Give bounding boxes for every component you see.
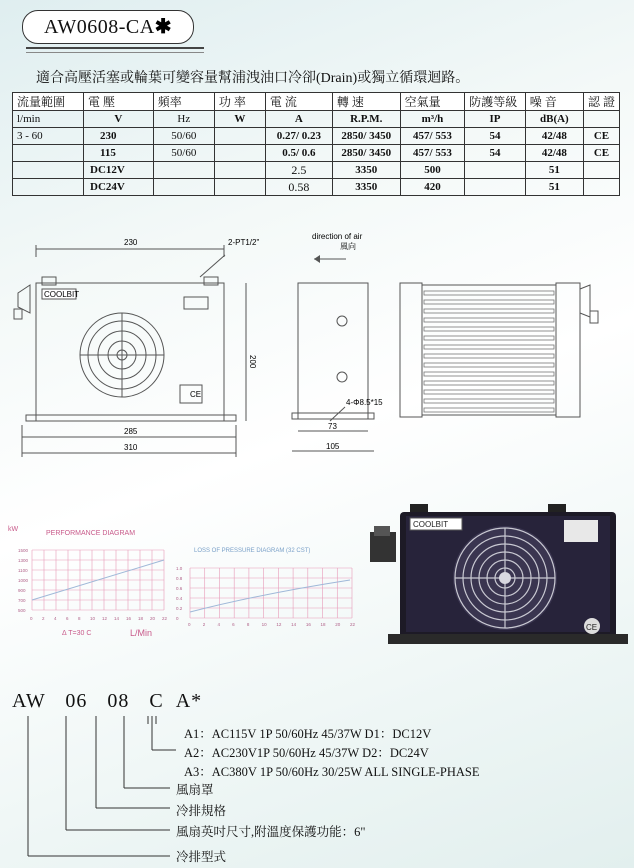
cell: 2850/ 3450 [332, 145, 400, 162]
cell: 457/ 553 [400, 145, 465, 162]
asterisk-icon: ✱ [154, 16, 172, 38]
fin-line [424, 381, 554, 385]
drawing-logo: COOLBIT [44, 290, 80, 299]
title-rule-thin [26, 52, 204, 53]
port-label: 2-PT1/2" [228, 238, 260, 247]
tick-label: 4 [54, 616, 57, 621]
table-row [13, 145, 620, 162]
description: 適合高壓活塞或輪葉可變容量幫浦洩油口冷卻(Drain)或獨立循環迴路。 [36, 71, 470, 86]
code-part: C [149, 690, 164, 712]
fin-lines [424, 291, 554, 412]
th-power: 功 率 [214, 93, 265, 111]
legend-fan-size: 風扇英吋尺寸,附溫度保護功能：6" [176, 825, 366, 839]
cell: 2.5 [265, 162, 332, 179]
tick-label: 0 [176, 616, 179, 621]
cell [214, 179, 265, 196]
tick-label: 16 [305, 622, 311, 627]
tick-label: 2 [42, 616, 45, 621]
pressure-curve [190, 580, 350, 612]
tick-label: 1300 [18, 558, 29, 563]
unit-cell: m³/h [400, 111, 465, 128]
tick-label: 0.6 [176, 586, 183, 591]
cell [214, 128, 265, 145]
table-row [13, 128, 620, 145]
cell [214, 162, 265, 179]
tick-label: 1000 [18, 578, 29, 583]
cell: 3 - 60 [13, 128, 84, 145]
tick-label: 16 [126, 616, 132, 621]
tick-label: 0 [188, 622, 191, 627]
th-freq: 頻率 [153, 93, 214, 111]
cell [153, 179, 214, 196]
air-direction-zh: 風向 [340, 242, 356, 251]
tick-label: 0.2 [176, 606, 183, 611]
fin-line [424, 390, 554, 394]
unit-cell: l/min [13, 111, 84, 128]
dim-230: 230 [124, 238, 138, 247]
fin-line [424, 300, 554, 304]
unit-cell: W [214, 111, 265, 128]
th-noise: 噪 音 [525, 93, 583, 111]
cell [465, 162, 526, 179]
tick-label: 6 [232, 622, 235, 627]
th-current: 電 流 [265, 93, 332, 111]
air-direction-label: direction of air [312, 232, 363, 241]
tick-label: 0.8 [176, 576, 183, 581]
th-cert: 認 證 [583, 93, 619, 111]
cell: DC12V [84, 162, 154, 179]
cell: 3350 [332, 179, 400, 196]
model-code [12, 690, 202, 713]
unit-cell: IP [465, 111, 526, 128]
tick-label: 900 [18, 588, 26, 593]
cell: CE [583, 145, 619, 162]
tick-label: 700 [18, 598, 26, 603]
warning-label-icon [564, 520, 598, 542]
dim-105: 105 [326, 442, 340, 451]
cell [583, 162, 619, 179]
cell [13, 145, 84, 162]
spec-table [12, 92, 620, 196]
th-rpm: 轉 速 [332, 93, 400, 111]
table-row [13, 179, 620, 196]
pressure-y-ticks [176, 566, 183, 621]
cell: DC24V [84, 179, 154, 196]
ce-mark-icon: CE [190, 390, 202, 399]
legend-cooler-type: 冷排型式 [176, 850, 227, 864]
code-part: 06 [65, 690, 88, 712]
legend-a1: A1：AC115V 1P 50/60Hz 45/37W D1：DC12V [184, 727, 432, 741]
performance-x-ticks [30, 616, 168, 621]
tick-label: 22 [350, 622, 356, 627]
cell [214, 145, 265, 162]
tick-label: 10 [261, 622, 267, 627]
tick-label: 1.0 [176, 566, 183, 571]
model-title-box [22, 10, 194, 44]
cell: 50/60 [153, 145, 214, 162]
product-photo [370, 490, 634, 665]
tick-label: 20 [335, 622, 341, 627]
cell: 0.58 [265, 179, 332, 196]
th-airflow: 空氣量 [400, 93, 465, 111]
tick-label: 4 [217, 622, 220, 627]
fin-line [424, 318, 554, 322]
cell: 3350 [332, 162, 400, 179]
code-part: 08 [107, 690, 130, 712]
dim-285: 285 [124, 427, 138, 436]
cell: 457/ 553 [400, 128, 465, 145]
fin-line [424, 372, 554, 376]
th-flow: 流量範圍 [13, 93, 84, 111]
table-header-row [13, 93, 620, 111]
fin-line [424, 363, 554, 367]
tick-label: 0 [30, 616, 33, 621]
cell [583, 179, 619, 196]
cell: 420 [400, 179, 465, 196]
yaxis-label: kW [8, 526, 19, 533]
tick-label: 14 [114, 616, 120, 621]
photo-logo: COOLBIT [413, 520, 449, 529]
cell: 115 [84, 145, 154, 162]
fin-line [424, 354, 554, 358]
dim-200: 200 [248, 355, 257, 369]
cell: 230 [84, 128, 154, 145]
performance-title: PERFORMANCE DIAGRAM [46, 530, 136, 537]
unit-cell: R.P.M. [332, 111, 400, 128]
legend-fan-cover: 風扇罩 [176, 783, 214, 797]
fin-line [424, 291, 554, 295]
tick-label: 22 [162, 616, 168, 621]
fin-line [424, 309, 554, 313]
cell: 51 [525, 162, 583, 179]
code-part: AW [12, 690, 46, 712]
top-view [400, 283, 598, 417]
performance-y-ticks [18, 548, 29, 613]
legend-a2: A2：AC230V1P 50/60Hz 45/37W D2：DC24V [184, 746, 429, 760]
tick-label: 8 [78, 616, 81, 621]
cell: 54 [465, 128, 526, 145]
unit-cell: dB(A) [525, 111, 583, 128]
tick-label: 500 [18, 608, 26, 613]
th-voltage: 電 壓 [84, 93, 154, 111]
tick-label: 1500 [18, 548, 29, 553]
legend-cooler-spec: 冷排規格 [176, 804, 227, 818]
pressure-title: LOSS OF PRESSURE DIAGRAM (32 CST) [194, 548, 311, 554]
tick-label: 18 [320, 622, 326, 627]
cell [153, 162, 214, 179]
cell: 0.27/ 0.23 [265, 128, 332, 145]
cell: 0.5/ 0.6 [265, 145, 332, 162]
tick-label: 8 [246, 622, 250, 627]
tick-label: 12 [276, 622, 282, 627]
fin-line [424, 408, 554, 412]
cell: CE [583, 128, 619, 145]
tick-label: 10 [90, 616, 96, 621]
tick-label: 20 [150, 616, 156, 621]
cell: 42/48 [525, 128, 583, 145]
unit-cell [583, 111, 619, 128]
tick-label: 12 [102, 616, 108, 621]
tick-label: 14 [291, 622, 297, 627]
cell [13, 179, 84, 196]
hole-label: 4-Φ8.5*15 [346, 398, 383, 407]
cell: 42/48 [525, 145, 583, 162]
legend-a3: A3：AC380V 1P 50/60Hz 30/25W ALL SINGLE-PHASE [184, 765, 480, 779]
table-unit-row [13, 111, 620, 128]
connector-icon [370, 532, 396, 562]
cell: 500 [400, 162, 465, 179]
tick-label: 1100 [18, 568, 28, 573]
fin-line [424, 327, 554, 331]
cell [465, 179, 526, 196]
table-row [13, 162, 620, 179]
dim-73: 73 [328, 422, 337, 431]
pressure-x-ticks [188, 622, 356, 627]
fin-line [424, 399, 554, 403]
model-title: AW0608-CA [44, 16, 155, 38]
front-view [14, 245, 246, 457]
fin-line [424, 336, 554, 340]
th-ip: 防護等級 [465, 93, 526, 111]
code-part: A* [175, 690, 203, 712]
title-rule [26, 47, 204, 49]
cell: 50/60 [153, 128, 214, 145]
tick-label: 2 [202, 622, 206, 627]
tick-label: 18 [138, 616, 144, 621]
delta-t-note: Δ T=30 C [62, 630, 92, 637]
unit-cell: Hz [153, 111, 214, 128]
fin-line [424, 345, 554, 349]
pressure-grid [190, 568, 352, 618]
unit-cell: A [265, 111, 332, 128]
pressure-chart [170, 560, 360, 632]
cell [13, 162, 84, 179]
arrow-head-icon [314, 255, 320, 263]
technical-drawing [0, 225, 634, 465]
unit-cell: V [84, 111, 154, 128]
cell: 54 [465, 145, 526, 162]
photo-ce-icon: CE [586, 623, 598, 632]
tick-label: 0.4 [176, 596, 183, 601]
performance-chart [18, 540, 178, 626]
x-unit-label: L/Min [130, 628, 153, 638]
tick-label: 6 [66, 616, 69, 621]
cell: 2850/ 3450 [332, 128, 400, 145]
dim-310: 310 [124, 443, 138, 452]
cell: 51 [525, 179, 583, 196]
